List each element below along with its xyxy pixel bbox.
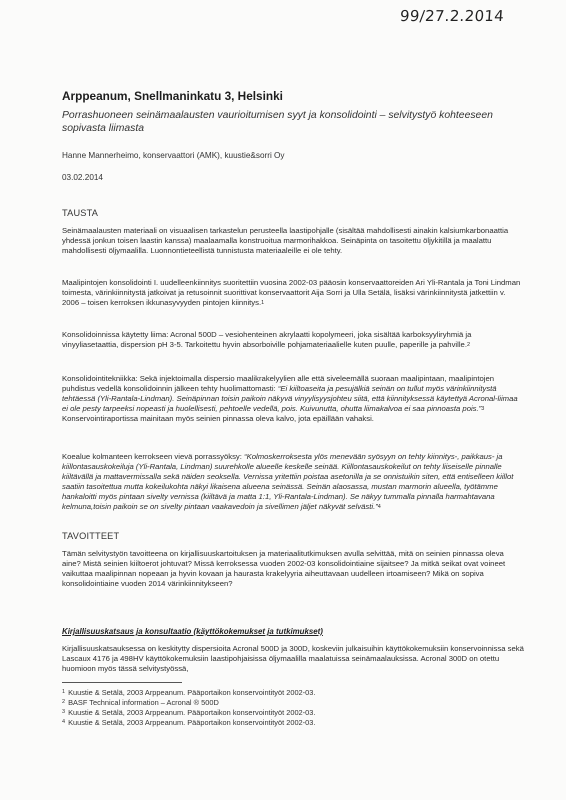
footnote-3: $^3$ Kuustie & Setälä, 2003 Arppeanum. Pääportaikon konservointityöt 2002-03. [62, 708, 316, 717]
document-date: 03.02.2014 [62, 173, 103, 182]
author-line: Hanne Mannerheimo, konservaattori (AMK), kuustie&sorri Oy [62, 151, 285, 160]
subsection-heading-kirjallisuus: Kirjallisuuskatsaus ja konsultaatio (käyttökokemukset ja tutkimukset) [62, 627, 323, 636]
quote-conservation-report-1: “Ei kiiltoaseita ja pesujälkiä seinän on tullut myös värinkiinnitystä tehtäessä (Yli-Rantala-Lindman). Seinäpinnan toisin paikoin näkyvä vinyylisyysjohteu siitä, että kiinnityksessä käytettyä Acronal-liimaa ei ole pesty tarpeeksi nopeasti ja huolellisesti, pehtoelle vedellä, pois. Kuivunutta, ohutta liimakalvoa ei saa pinnoasta pois.” [62, 384, 518, 414]
tausta-paragraph-5: Koealue kolmanteen kerrokseen vievä porrassyöksy: “Kolmoskerroksesta ylös menevään syösyyn on tehty kiinnitys-, paikkaus- ja kiillontasauskokeiluja (Yli-Rantala, Lindman) suurehkolle alueelle keskelle seinää. Kiillontasauskokeilut on tehty liiseiselle pinnalle kiiltävällä ja mattavermissalla sekä näiden seoksella. Vernissa yritettiin poistaa asetonilla ja se onnistuikin siten, että entiselleen kiillot saatiin tasoitettua mutta kokeilukohta näkyi likaisena alueena seinässä. Seinän alaosassa, mustan marmorin alueella, työtämme hankaloitti myös pintaan sivelty vernissa (kiiltävä ja matta 1:1, Yli-Rantala-Lindman). Se näkyy tummalla pinnalla harmahtavana kelmuna,toisin paikoin se on sivelty pintaan vaakavedoin ja sivellimen jäljet näkyvät selvästi.”$^4$ [62, 452, 514, 512]
handwritten-note: 99/27.2.2014 [399, 7, 505, 25]
tavoitteet-paragraph: Tämän selvitystyön tavoitteena on kirjallisuuskartoituksen ja materiaalitutkimuksen avulla selvittää, mitä on seinien pinnassa oleva aine? Mistä seinien kiiltoerot johtuvat? Missä kerroksessa vuoden 2002-03 konsolidointiaine sijaitsee? Ja mitkä seikat ovat voineet vaikuttaa maalipinnan nopeaan ja hyvin kovaan ja haurasta krakelyyria aiheuttavaan uudelleen irtoamiseen? Mikä on sopiva konsolidointiaine vuoden 2014 värinkiinnitykseen? [62, 549, 506, 589]
document-subtitle: Porrashuoneen seinämaalausten vaurioitumisen syyt ja konsolidointi – selvitystyö kohteeseen sopivasta liimasta [62, 110, 493, 134]
footnote-1: $^1$ Kuustie & Setälä, 2003 Arppeanum. Pääportaikon konservointityöt 2002-03. [62, 688, 316, 697]
quote-conservation-report-2: “Kolmoskerroksesta ylös menevään syösyyn on tehty kiinnitys-, paikkaus- ja kiillontasauskokeiluja (Yli-Rantala, Lindman) suurehkolle alueelle keskelle seinää. Kiillontasauskokeilut on tehty liiseiselle pinnalle kiiltävällä ja mattavermissalla sekä näiden seoksella. Vernissa yritettiin poistaa asetonilla ja se onnistuikin siten, että entiselleen kiillot saatiin tasoitettua mutta kokeilukohta näkyi likaisena alueena seinässä. Seinän alaosassa, mustan marmorin alueella, työtämme hankaloitti myös pintaan sivelty vernissa (kiiltävä ja matta 1:1, Yli-Rantala-Lindman). Se näkyy tummalla pinnalla harmahtavana kelmuna,toisin paikoin se on sivelty pintaan vaakavedoin ja sivellimen jäljet näkyvät selvästi.” [62, 452, 514, 512]
footnote-4: $^4$ Kuustie & Setälä, 2003 Arppeanum. Pääportaikon konservointityöt 2002-03. [62, 718, 316, 727]
section-heading-tausta: TAUSTA [62, 208, 99, 218]
tausta-paragraph-3: Konsolidoinnissa käytetty liima: Acronal 500D – vesiohenteinen akrylaatti kopolymeeri, joka sisältää karboksyyliryhmiä ja vinyyliasetaattia, dispersion pH 3-5. Tarkoitettu hyvin absorboiville pohjamateriaalielle kuten puulle, paperille ja pahville.$^2$ [62, 330, 472, 350]
footnote-ref-2: 2 [466, 342, 471, 349]
document-title: Arppeanum, Snellmaninkatu 3, Helsinki [62, 89, 283, 103]
footnote-ref-3: 3 [481, 406, 485, 413]
tausta-paragraph-1: Seinämaalausten materiaali on visuaalisen tarkastelun perusteella laastipohjalle (sisältää mahdollisesti ainakin kalsiumkarbonaattia yhdessä jonkun toisen laastin kanssa) maalaamalla konstruoitua marmorihakkoa. Seinäpinta on tasoitettu öljykitillä ja maalattu mahdollisesti öljymaalilla. Luonnontieteellistä tunnistusta materiaaleille ei ole tehty. [62, 226, 509, 256]
footnote-ref-4: 4 [377, 504, 381, 511]
kirjallisuus-paragraph: Kirjallisuuskatsauksessa on keskitytty dispersioita Acronal 500D ja 300D, koskeviin julkaisuihin käyttökokemuksiin konservoinnissa sekä Lascaux 4176 ja 498HV käyttökokemuksiin laastipohjaisissa öljymaalilla maalatuissa seinämaalauksissa. Acronal 300D on otettu huomioon myös tässä selvitystyössä, [62, 644, 524, 674]
footnote-2: $^2$ BASF Technical information – Acronal ® 500D [62, 698, 219, 707]
footnote-divider [62, 682, 182, 683]
tausta-paragraph-4: Konsolidointitekniikka: Sekä injektoimalla dispersio maalikrakelyylien alle että siveleemällä suoraan maalipintaan, maalipintojen puhdistus vedellä konsolidoinnin jälkeen tehty huolimattomasti: “Ei kiiltoaseita ja pesujälkiä seinän on tullut myös värinkiinnitystä tehtäessä (Yli-Rantala-Lindman). Seinäpinnan toisin paikoin näkyvä vinyylisyysjohteu siitä, että kiinnityksessä käytettyä Acronal-liimaa ei ole pesty tarpeeksi nopeasti ja huolellisesti, pehtoelle vedellä, pois. Kuivunutta, ohutta liimakalvoa ei saa pinnoasta pois.”$^3$ Konservointiraportissa mainitaan myös seinien pinnassa oleva kalvo, jota epäillään vahaksi. [62, 374, 518, 424]
tausta-paragraph-2: Maalipintojen konsolidointi I. uudelleenkiinnitys suoritettiin vuosina 2002-03 pääosin konservaattoreiden Ari Yli-Rantala ja Toni Lindman toimesta, värinkiinnitystä jatkoivat ja retusoinnit suorittivat konservaattorit Aija Sorri ja Ulla Setälä, lisäksi värinkiinnitystä jatkettiin v. 2006 – toisen kerroksen ikkunasyvyyden pintojen kiinnitys.$^1$ [62, 278, 521, 308]
footnote-ref-1: 1 [261, 300, 265, 307]
section-heading-tavoitteet: TAVOITTEET [62, 531, 120, 541]
